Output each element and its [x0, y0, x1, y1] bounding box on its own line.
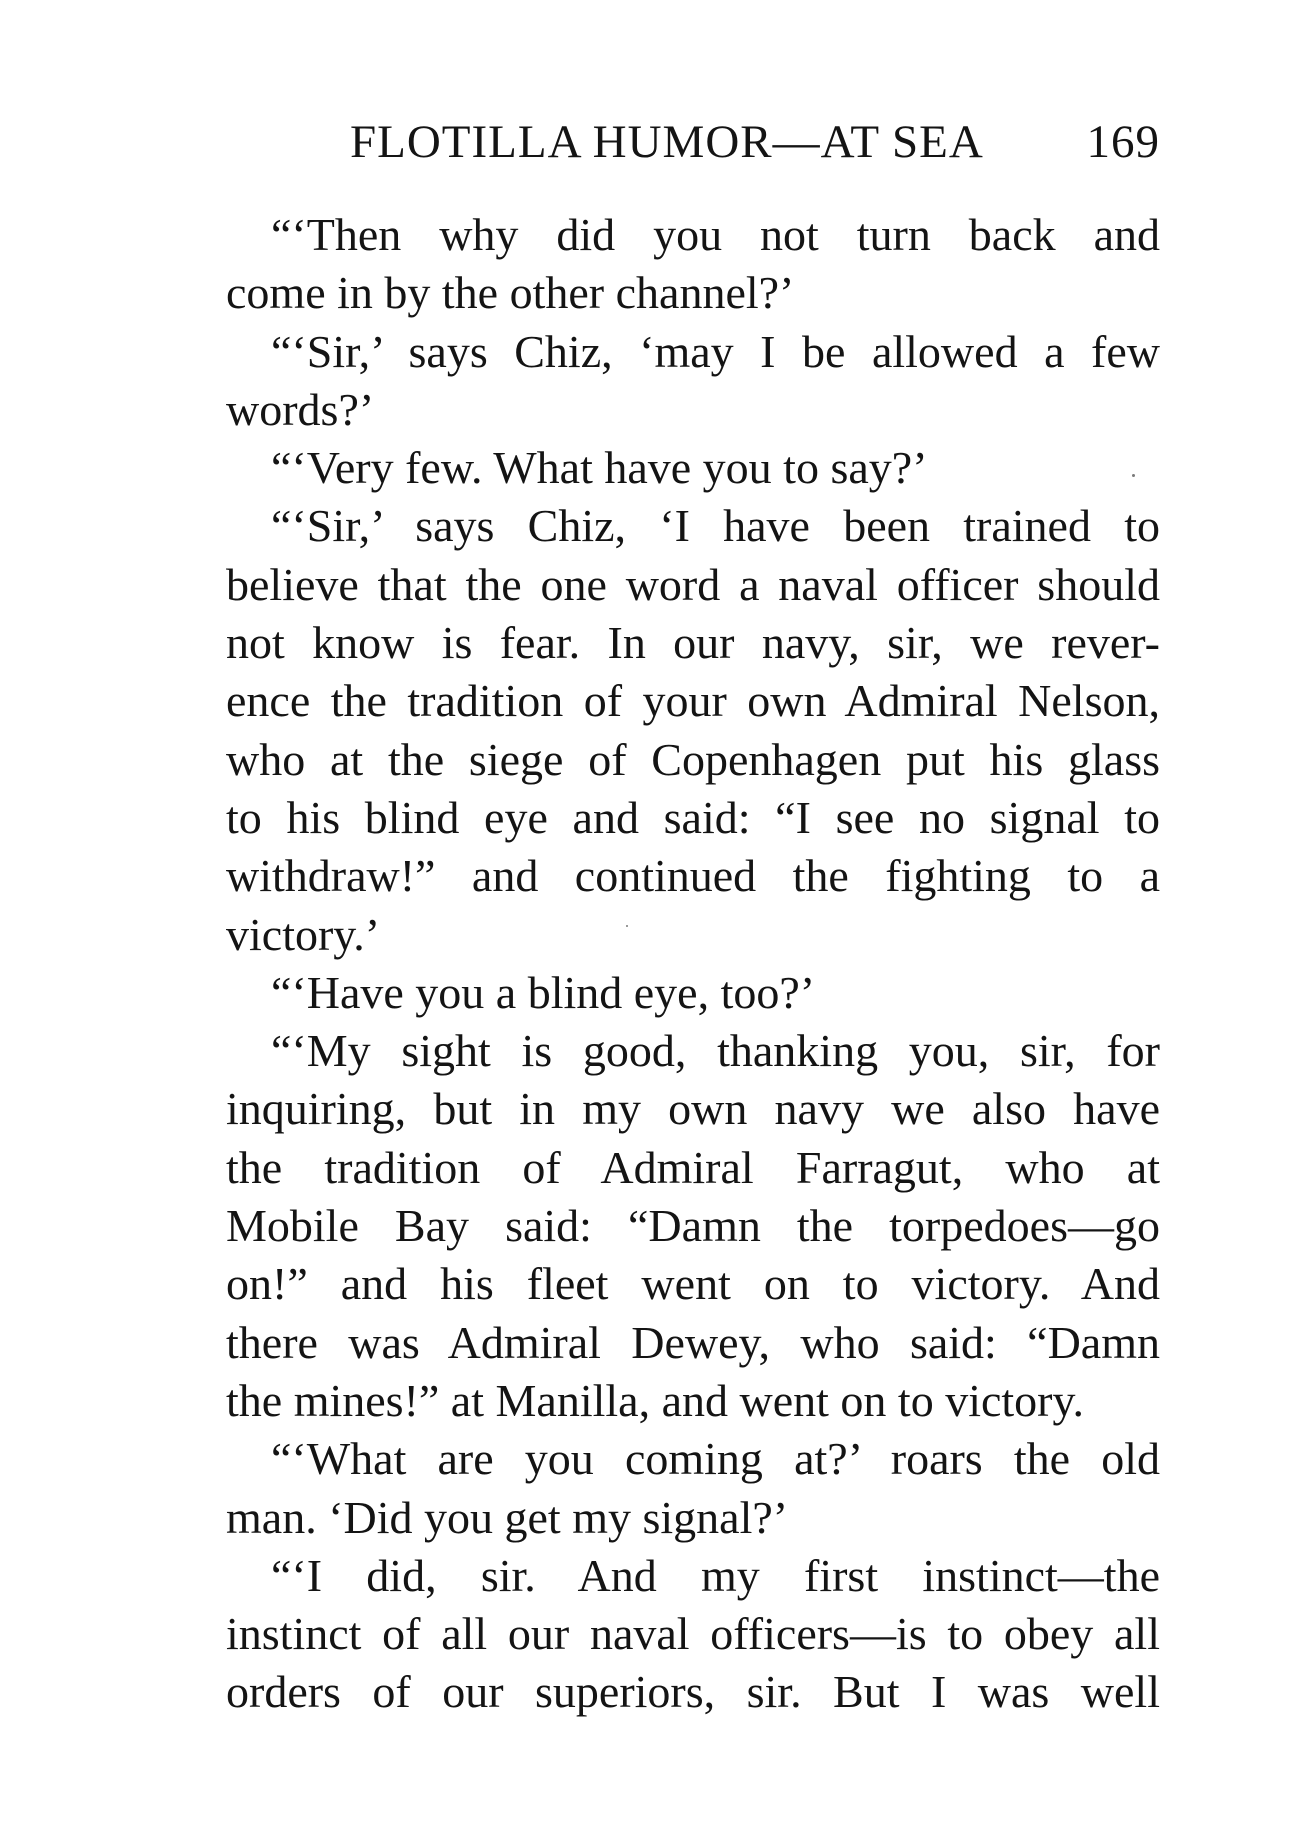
- text-line: “‘Sir,’ says Chiz, ‘may I be allowed a few: [271, 325, 1160, 377]
- text-line: on!” and his fleet went on to victory. And: [226, 1258, 1160, 1310]
- text-line: “‘Very few. What have you to say?’: [271, 442, 928, 494]
- print-speck: [626, 925, 628, 927]
- text-line: inquiring, but in my own navy we also have: [226, 1083, 1160, 1135]
- page-number: 169: [1086, 116, 1160, 168]
- text-line: instinct of all our naval officers—is to obey all: [226, 1608, 1160, 1660]
- text-line: “‘Sir,’ says Chiz, ‘I have been trained to: [271, 500, 1160, 552]
- text-line: “‘My sight is good, thanking you, sir, for: [271, 1025, 1160, 1077]
- text-line: “‘What are you coming at?’ roars the old: [271, 1433, 1160, 1485]
- text-line: come in by the other channel?’: [226, 267, 795, 319]
- text-line: the mines!” at Manilla, and went on to victory.: [226, 1374, 1085, 1426]
- text-line: who at the siege of Copenhagen put his glass: [226, 733, 1160, 785]
- running-head-title: FLOTILLA HUMOR—AT SEA: [350, 116, 984, 168]
- text-line: not know is fear. In our navy, sir, we rever-: [226, 617, 1160, 669]
- text-line: words?’: [226, 383, 375, 435]
- text-line: Mobile Bay said: “Damn the torpedoes—go: [226, 1200, 1160, 1252]
- print-speck: [1132, 474, 1135, 477]
- text-line: “‘Have you a blind eye, too?’: [271, 966, 816, 1018]
- text-line: there was Admiral Dewey, who said: “Damn: [226, 1316, 1160, 1368]
- body-text: [226, 206, 1160, 1722]
- text-line: the tradition of Admiral Farragut, who at: [226, 1141, 1160, 1193]
- text-line: withdraw!” and continued the fighting to a: [226, 850, 1160, 902]
- text-line: ence the tradition of your own Admiral Nelson,: [226, 675, 1160, 727]
- running-head: [350, 112, 1160, 172]
- text-line: “‘Then why did you not turn back and: [271, 209, 1160, 260]
- text-line: man. ‘Did you get my signal?’: [226, 1491, 789, 1543]
- text-line: orders of our superiors, sir. But I was well: [226, 1666, 1160, 1718]
- text-line: victory.’: [226, 908, 381, 960]
- text-line: to his blind eye and said: “I see no signal to: [226, 791, 1160, 843]
- text-line: “‘I did, sir. And my first instinct—the: [271, 1549, 1160, 1601]
- text-line: believe that the one word a naval officer should: [226, 558, 1160, 610]
